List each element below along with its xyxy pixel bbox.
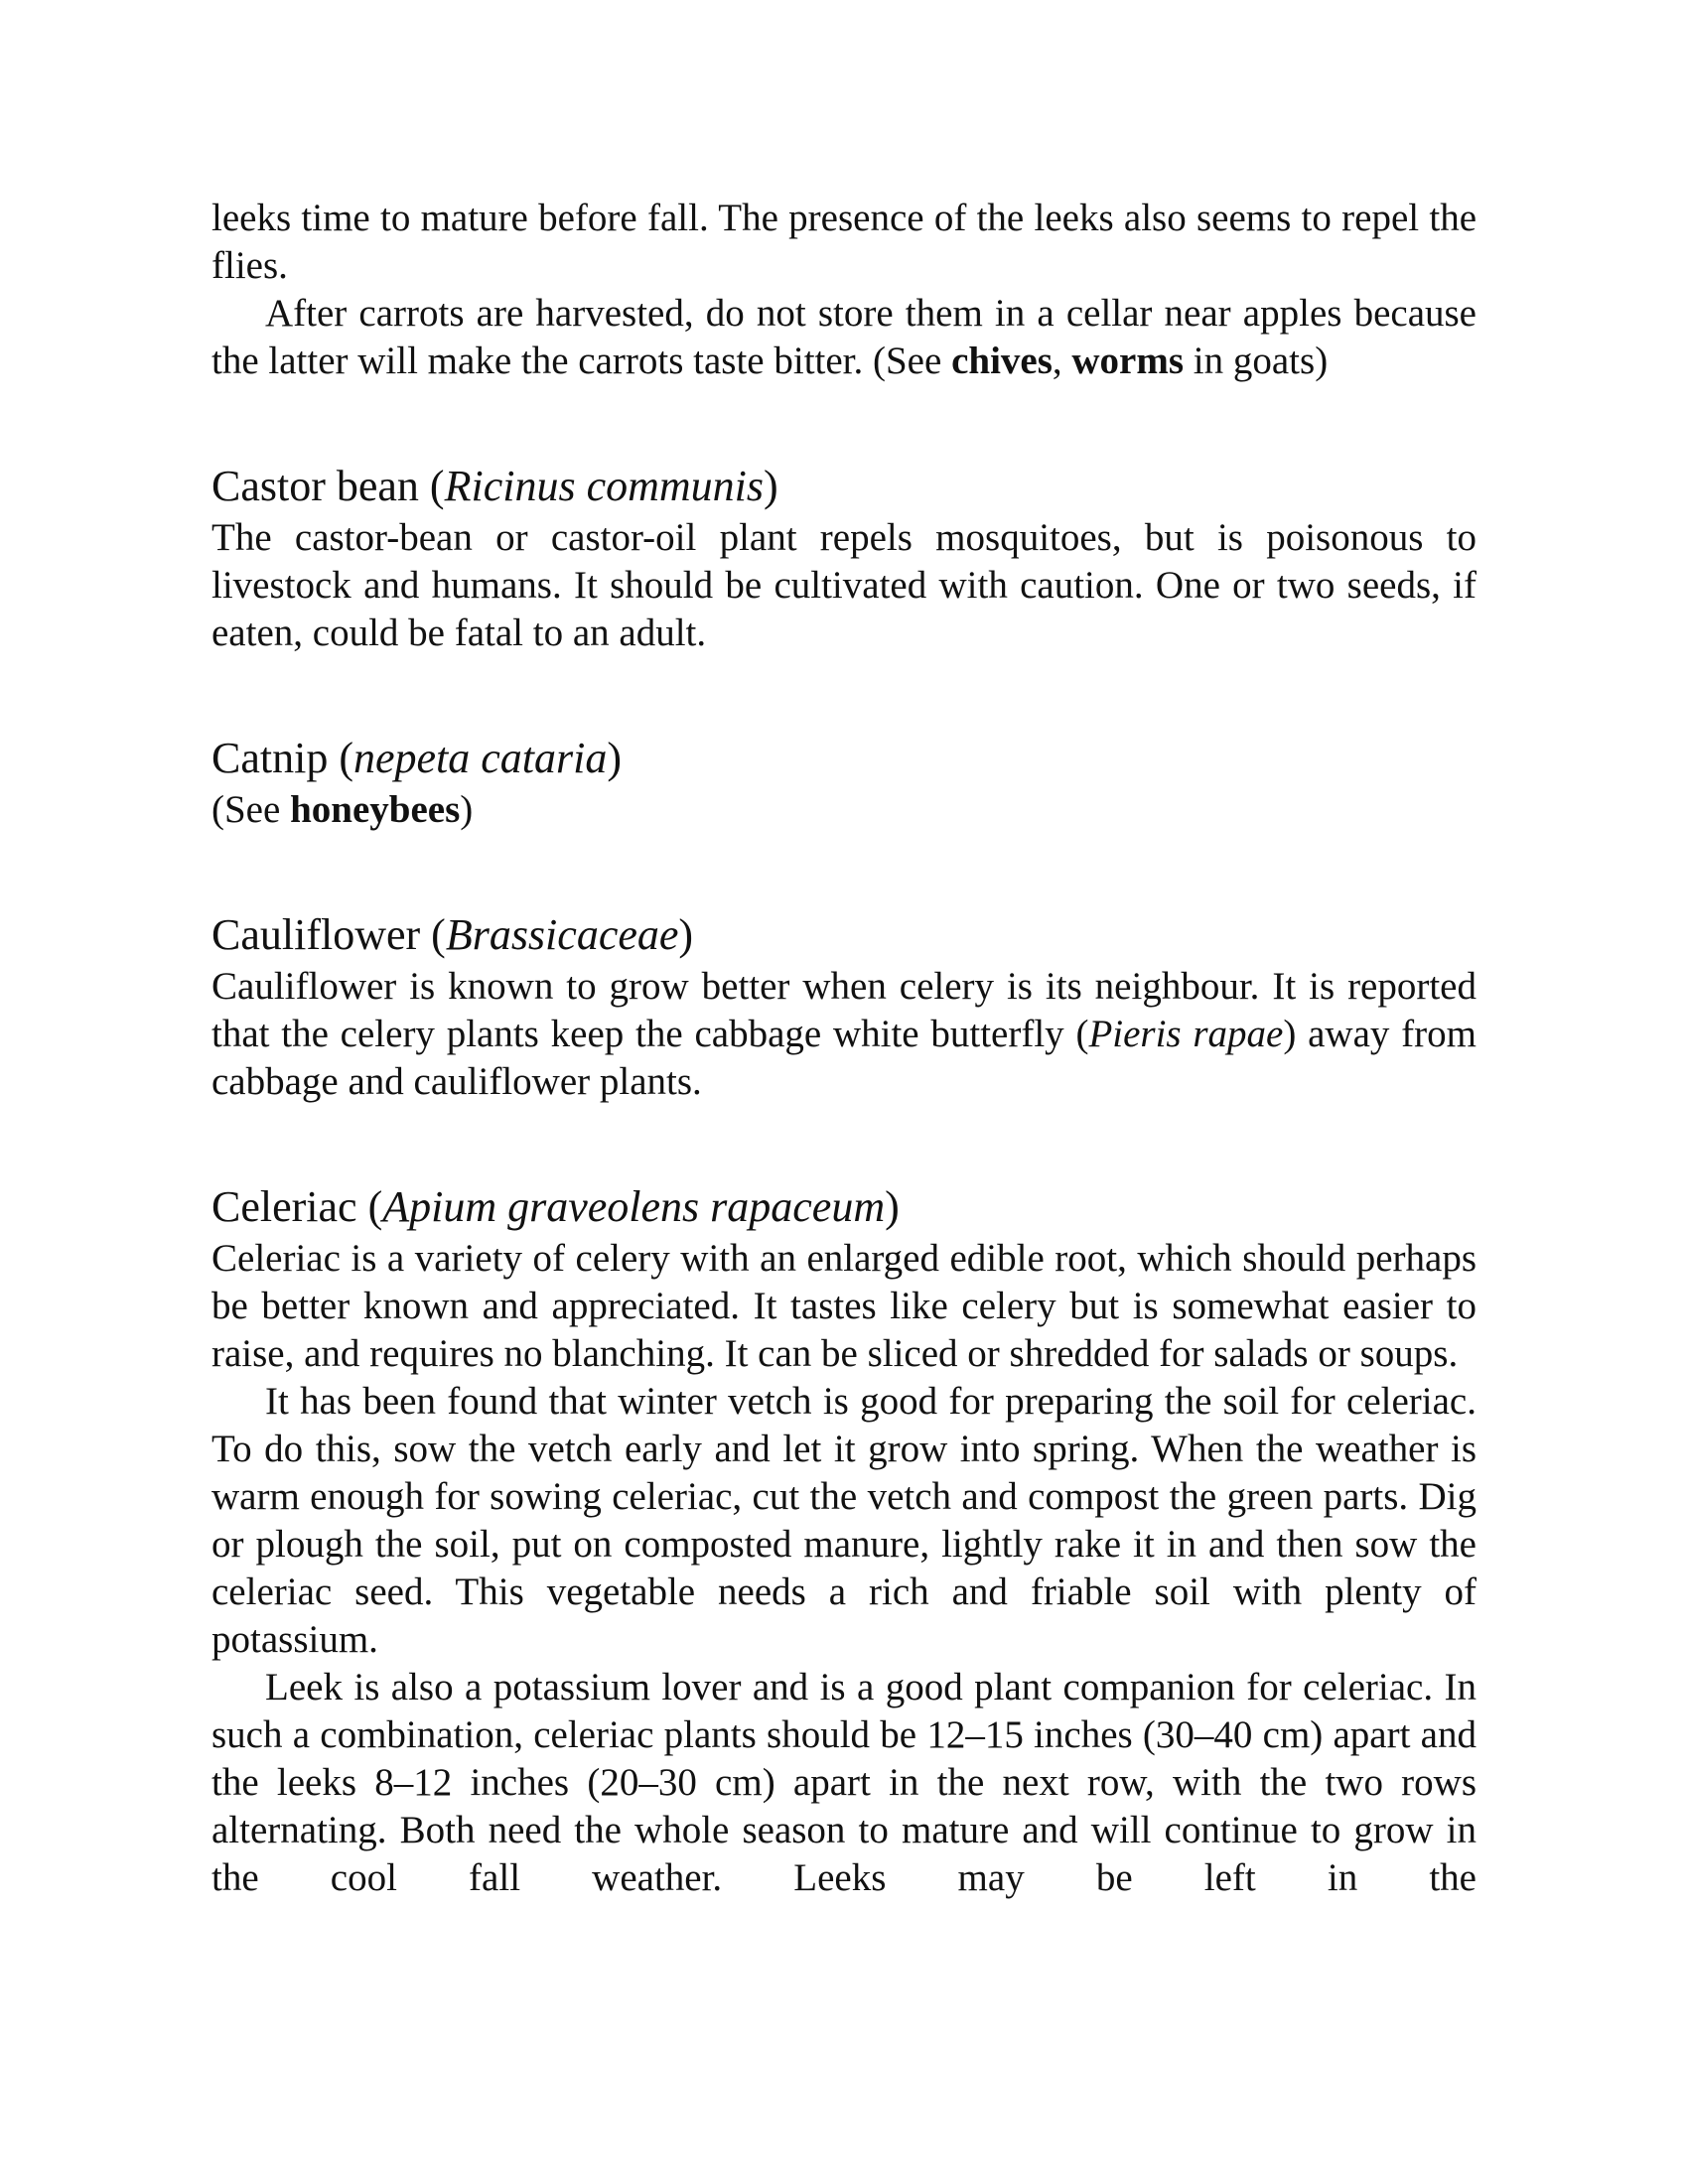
entry-title	[211, 1181, 1477, 1233]
title-text: )	[885, 1182, 900, 1231]
latin-name: Pieris rapae	[1088, 1013, 1284, 1055]
entry-body: Leek is also a potassium lover and is a good plant companion for celeriac. In such a combination, celeriac plants should be 12–15 inches (30–40 cm) apart and the leeks 8–12 inches (20–30 cm) apart in the next row, with the two rows alternating. Both need the whole season to mature and will continue to grow in the cool fall weather. Leeks may be left in the	[211, 1666, 1477, 1899]
text-span: in goats)	[1184, 340, 1329, 382]
title-text: )	[607, 734, 623, 782]
entry-catnip	[211, 733, 1477, 834]
title-text: )	[764, 462, 778, 510]
text-span: ,	[1052, 340, 1072, 382]
latin-name: Ricinus communis	[444, 462, 764, 510]
page-content	[211, 195, 1477, 1902]
text-span: )	[460, 788, 474, 831]
entry-body: It has been found that winter vetch is good for preparing the soil for celeriac. To do this, sow the vetch early and let it grow into spring. When the weather is warm enough for sowing celeriac, cut the vetch and compost the green parts. Dig or plough the soil, put on composted manure, lightly rake it in and then sow the celeriac seed. This vegetable needs a rich and friable soil with plenty of potassium.	[211, 1380, 1477, 1661]
intro-paragraph-1: leeks time to mature before fall. The presence of the leeks also seems to repel the flies.	[211, 197, 1477, 287]
title-text: Catnip (	[211, 734, 353, 782]
text-span: After carrots are harvested, do not store them in a cellar near apples because the latter will make the carrots taste bitter. (See	[211, 292, 1477, 382]
entry-body	[211, 963, 1477, 1106]
text-span: (See	[211, 788, 291, 831]
entry-title	[211, 909, 1477, 961]
entry-title	[211, 733, 1477, 784]
intro-paragraph-2	[211, 290, 1477, 385]
title-text: Cauliflower (	[211, 910, 446, 959]
entry-cauliflower	[211, 909, 1477, 1106]
cross-reference: honeybees	[290, 788, 461, 831]
latin-name: Apium graveolens rapaceum	[382, 1182, 886, 1231]
entry-body	[211, 786, 1477, 834]
entry-celeriac	[211, 1181, 1477, 1902]
entry-castor-bean	[211, 461, 1477, 657]
cross-reference: chives	[951, 340, 1053, 382]
cross-reference: worms	[1071, 340, 1185, 382]
latin-name: nepeta cataria	[352, 734, 608, 782]
latin-name: Brassicaceae	[445, 910, 679, 959]
entry-body: The castor-bean or castor-oil plant repels mosquitoes, but is poisonous to livestock and humans. It should be cultivated with caution. One or two seeds, if eaten, could be fatal to an adult.	[211, 516, 1477, 654]
title-text: Celeriac (	[211, 1182, 383, 1231]
text-span: Cauliflower is known to grow better when celery is its neighbour. It is reported that the celery plants keep the cabbage white butterfly (	[211, 965, 1477, 1055]
text-span: ) away from cabbage and cauliflower plants.	[211, 1013, 1477, 1103]
entry-body: Celeriac is a variety of celery with an enlarged edible root, which should perhaps be better known and appreciated. It tastes like celery but is somewhat easier to raise, and requires no blanching. It can be sliced or shredded for salads or soups.	[211, 1237, 1477, 1375]
title-text: )	[678, 910, 694, 959]
title-text: Castor bean (	[211, 462, 445, 510]
entry-title	[211, 461, 1477, 512]
